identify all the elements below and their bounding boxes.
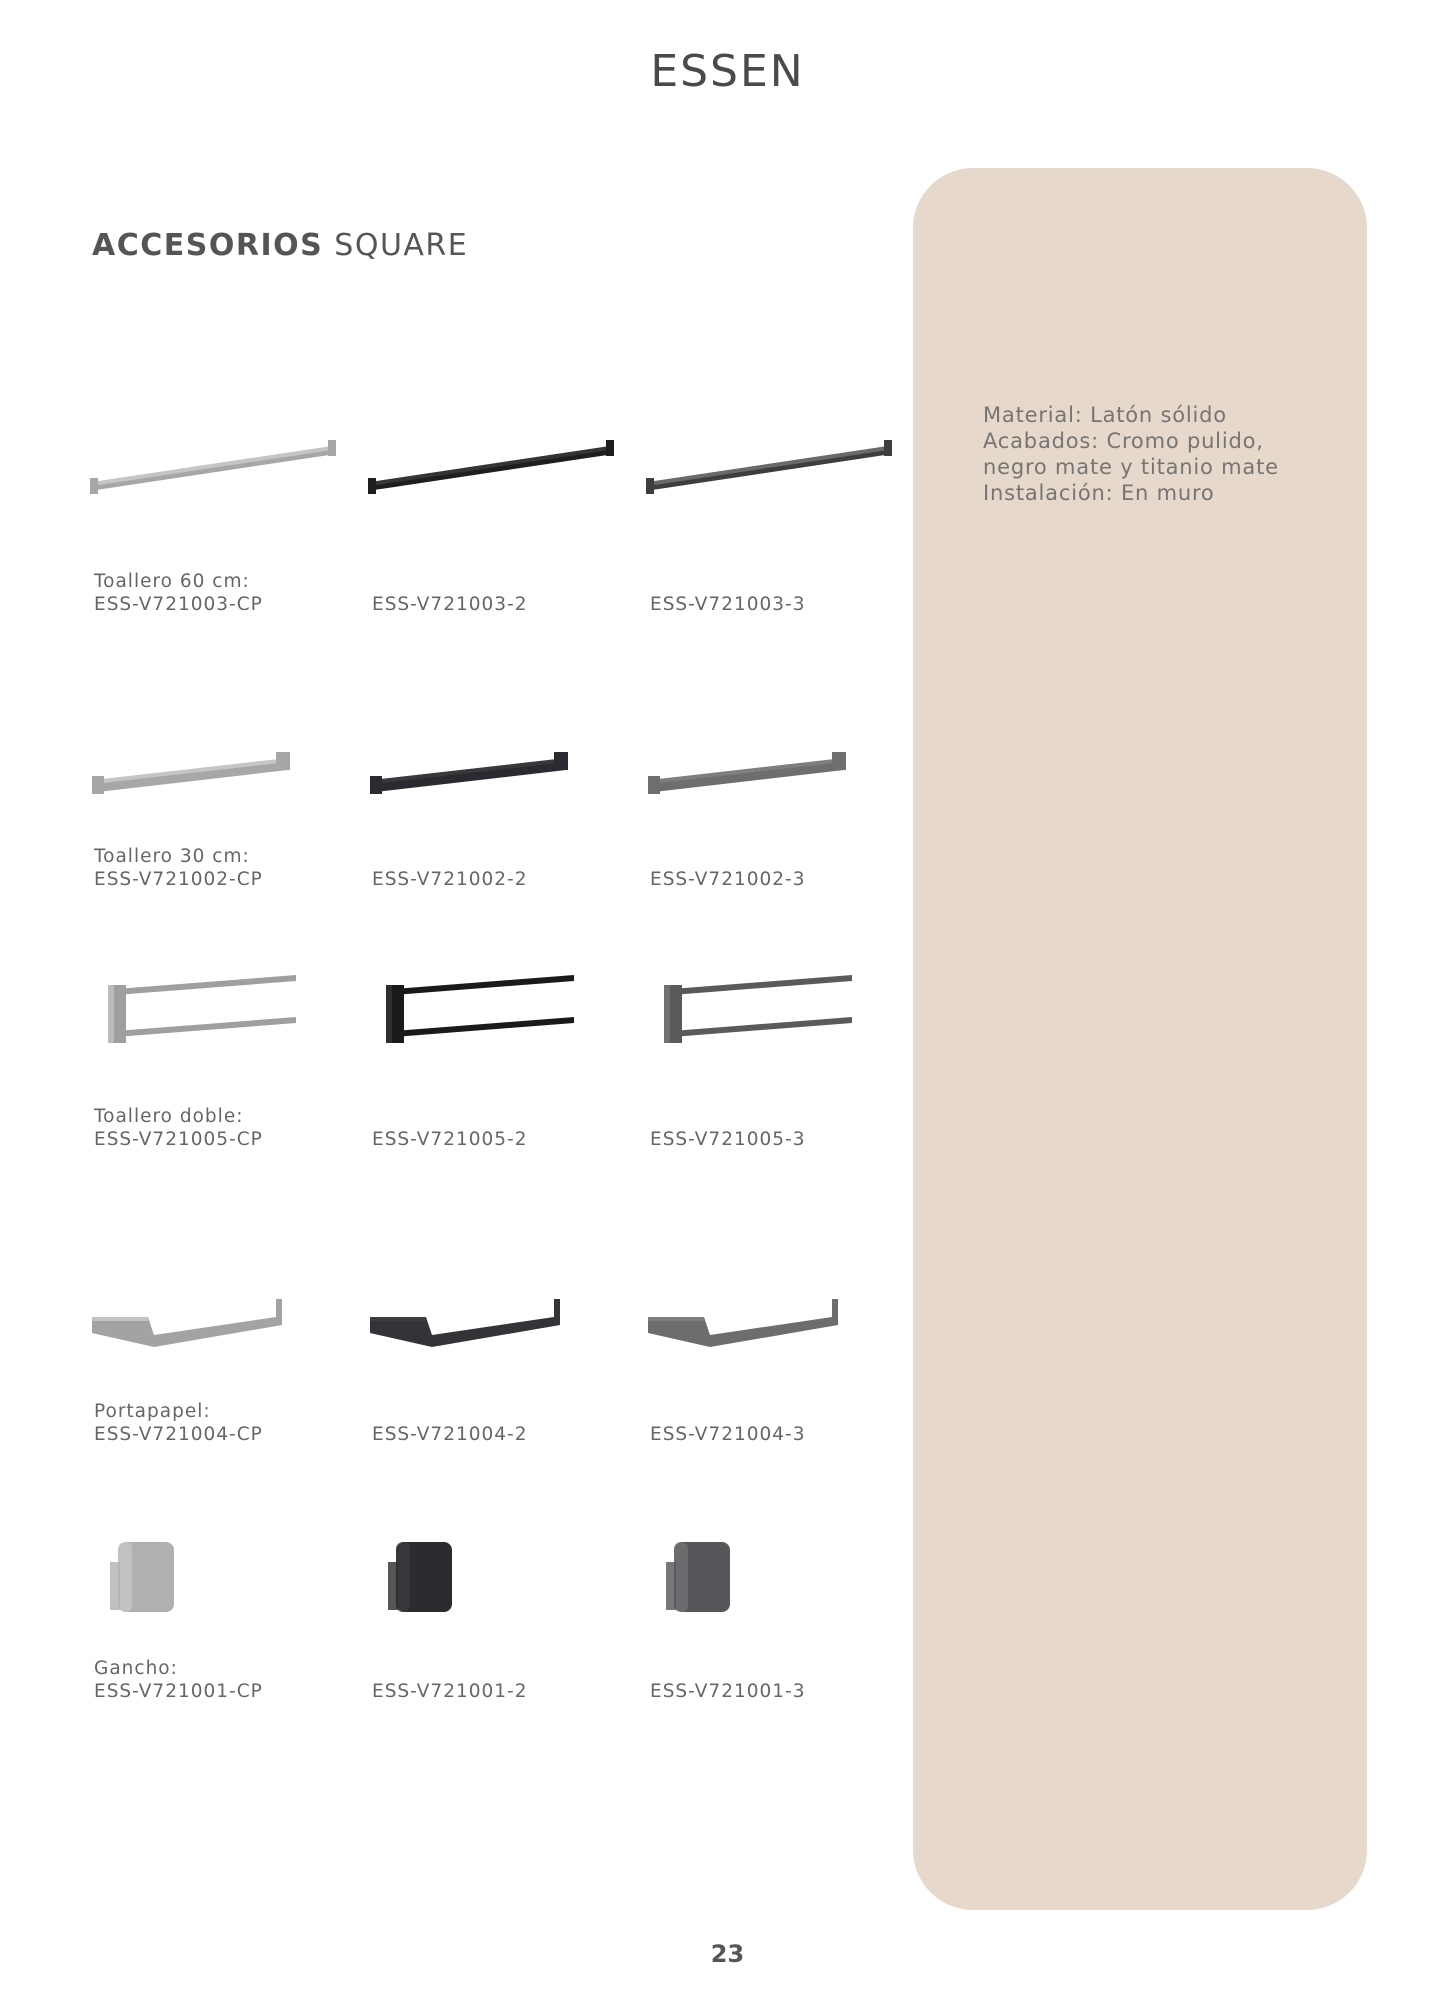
product-code: ESS-V721003-2 — [372, 594, 528, 615]
product-name: Toallero doble: — [94, 1106, 244, 1127]
product-label — [94, 1657, 263, 1703]
product-cell — [88, 660, 358, 930]
brand-logo: ESSEN — [650, 46, 805, 97]
product-cell — [366, 390, 636, 660]
product-label — [94, 1400, 263, 1446]
product-cell — [88, 925, 358, 1195]
product-code: ESS-V721004-3 — [650, 1424, 806, 1445]
spec-finishes: Acabados: Cromo pulido, — [983, 429, 1264, 453]
product-name: Portapapel: — [94, 1401, 211, 1422]
product-label — [372, 1105, 528, 1151]
spec-material: Material: Latón sólido — [983, 403, 1227, 427]
product-code: ESS-V721003-CP — [94, 594, 263, 615]
product-cell — [366, 660, 636, 930]
product-cell — [366, 925, 636, 1195]
product-label — [94, 570, 263, 616]
product-code: ESS-V721005-2 — [372, 1129, 528, 1150]
product-label — [94, 1105, 263, 1151]
product-label — [650, 1105, 806, 1151]
product-name: Toallero 60 cm: — [94, 571, 250, 592]
product-cell — [366, 1482, 636, 1752]
product-code: ESS-V721002-3 — [650, 869, 806, 890]
product-label — [650, 1657, 806, 1703]
product-code: ESS-V721002-2 — [372, 869, 528, 890]
section-title-bold: ACCESORIOS — [92, 228, 324, 263]
product-label — [372, 570, 528, 616]
page-number: 23 — [710, 1940, 745, 1968]
product-code: ESS-V721001-2 — [372, 1681, 528, 1702]
product-code: ESS-V721005-CP — [94, 1129, 263, 1150]
product-code: ESS-V721004-CP — [94, 1424, 263, 1445]
product-label — [650, 845, 806, 891]
spec-finishes-cont: negro mate y titanio mate — [983, 455, 1279, 479]
product-code: ESS-V721003-3 — [650, 594, 806, 615]
spec-installation: Instalación: En muro — [983, 481, 1215, 505]
product-code: ESS-V721004-2 — [372, 1424, 528, 1445]
product-label — [372, 1400, 528, 1446]
product-code: ESS-V721002-CP — [94, 869, 263, 890]
product-label — [94, 845, 263, 891]
product-cell — [644, 925, 914, 1195]
product-cell — [644, 390, 914, 660]
product-code: ESS-V721005-3 — [650, 1129, 806, 1150]
product-label — [372, 845, 528, 891]
product-name: Gancho: — [94, 1658, 178, 1679]
product-cell — [644, 1482, 914, 1752]
section-title-light: SQUARE — [334, 228, 469, 263]
section-title — [92, 228, 468, 263]
product-label — [372, 1657, 528, 1703]
product-cell — [88, 1205, 358, 1475]
product-cell — [88, 1482, 358, 1752]
product-label — [650, 570, 806, 616]
product-cell — [88, 390, 358, 660]
product-cell — [644, 660, 914, 930]
product-code: ESS-V721001-3 — [650, 1681, 806, 1702]
product-label — [650, 1400, 806, 1446]
product-cell — [644, 1205, 914, 1475]
product-name: Toallero 30 cm: — [94, 846, 250, 867]
specs-text — [983, 402, 1323, 506]
product-code: ESS-V721001-CP — [94, 1681, 263, 1702]
product-cell — [366, 1205, 636, 1475]
